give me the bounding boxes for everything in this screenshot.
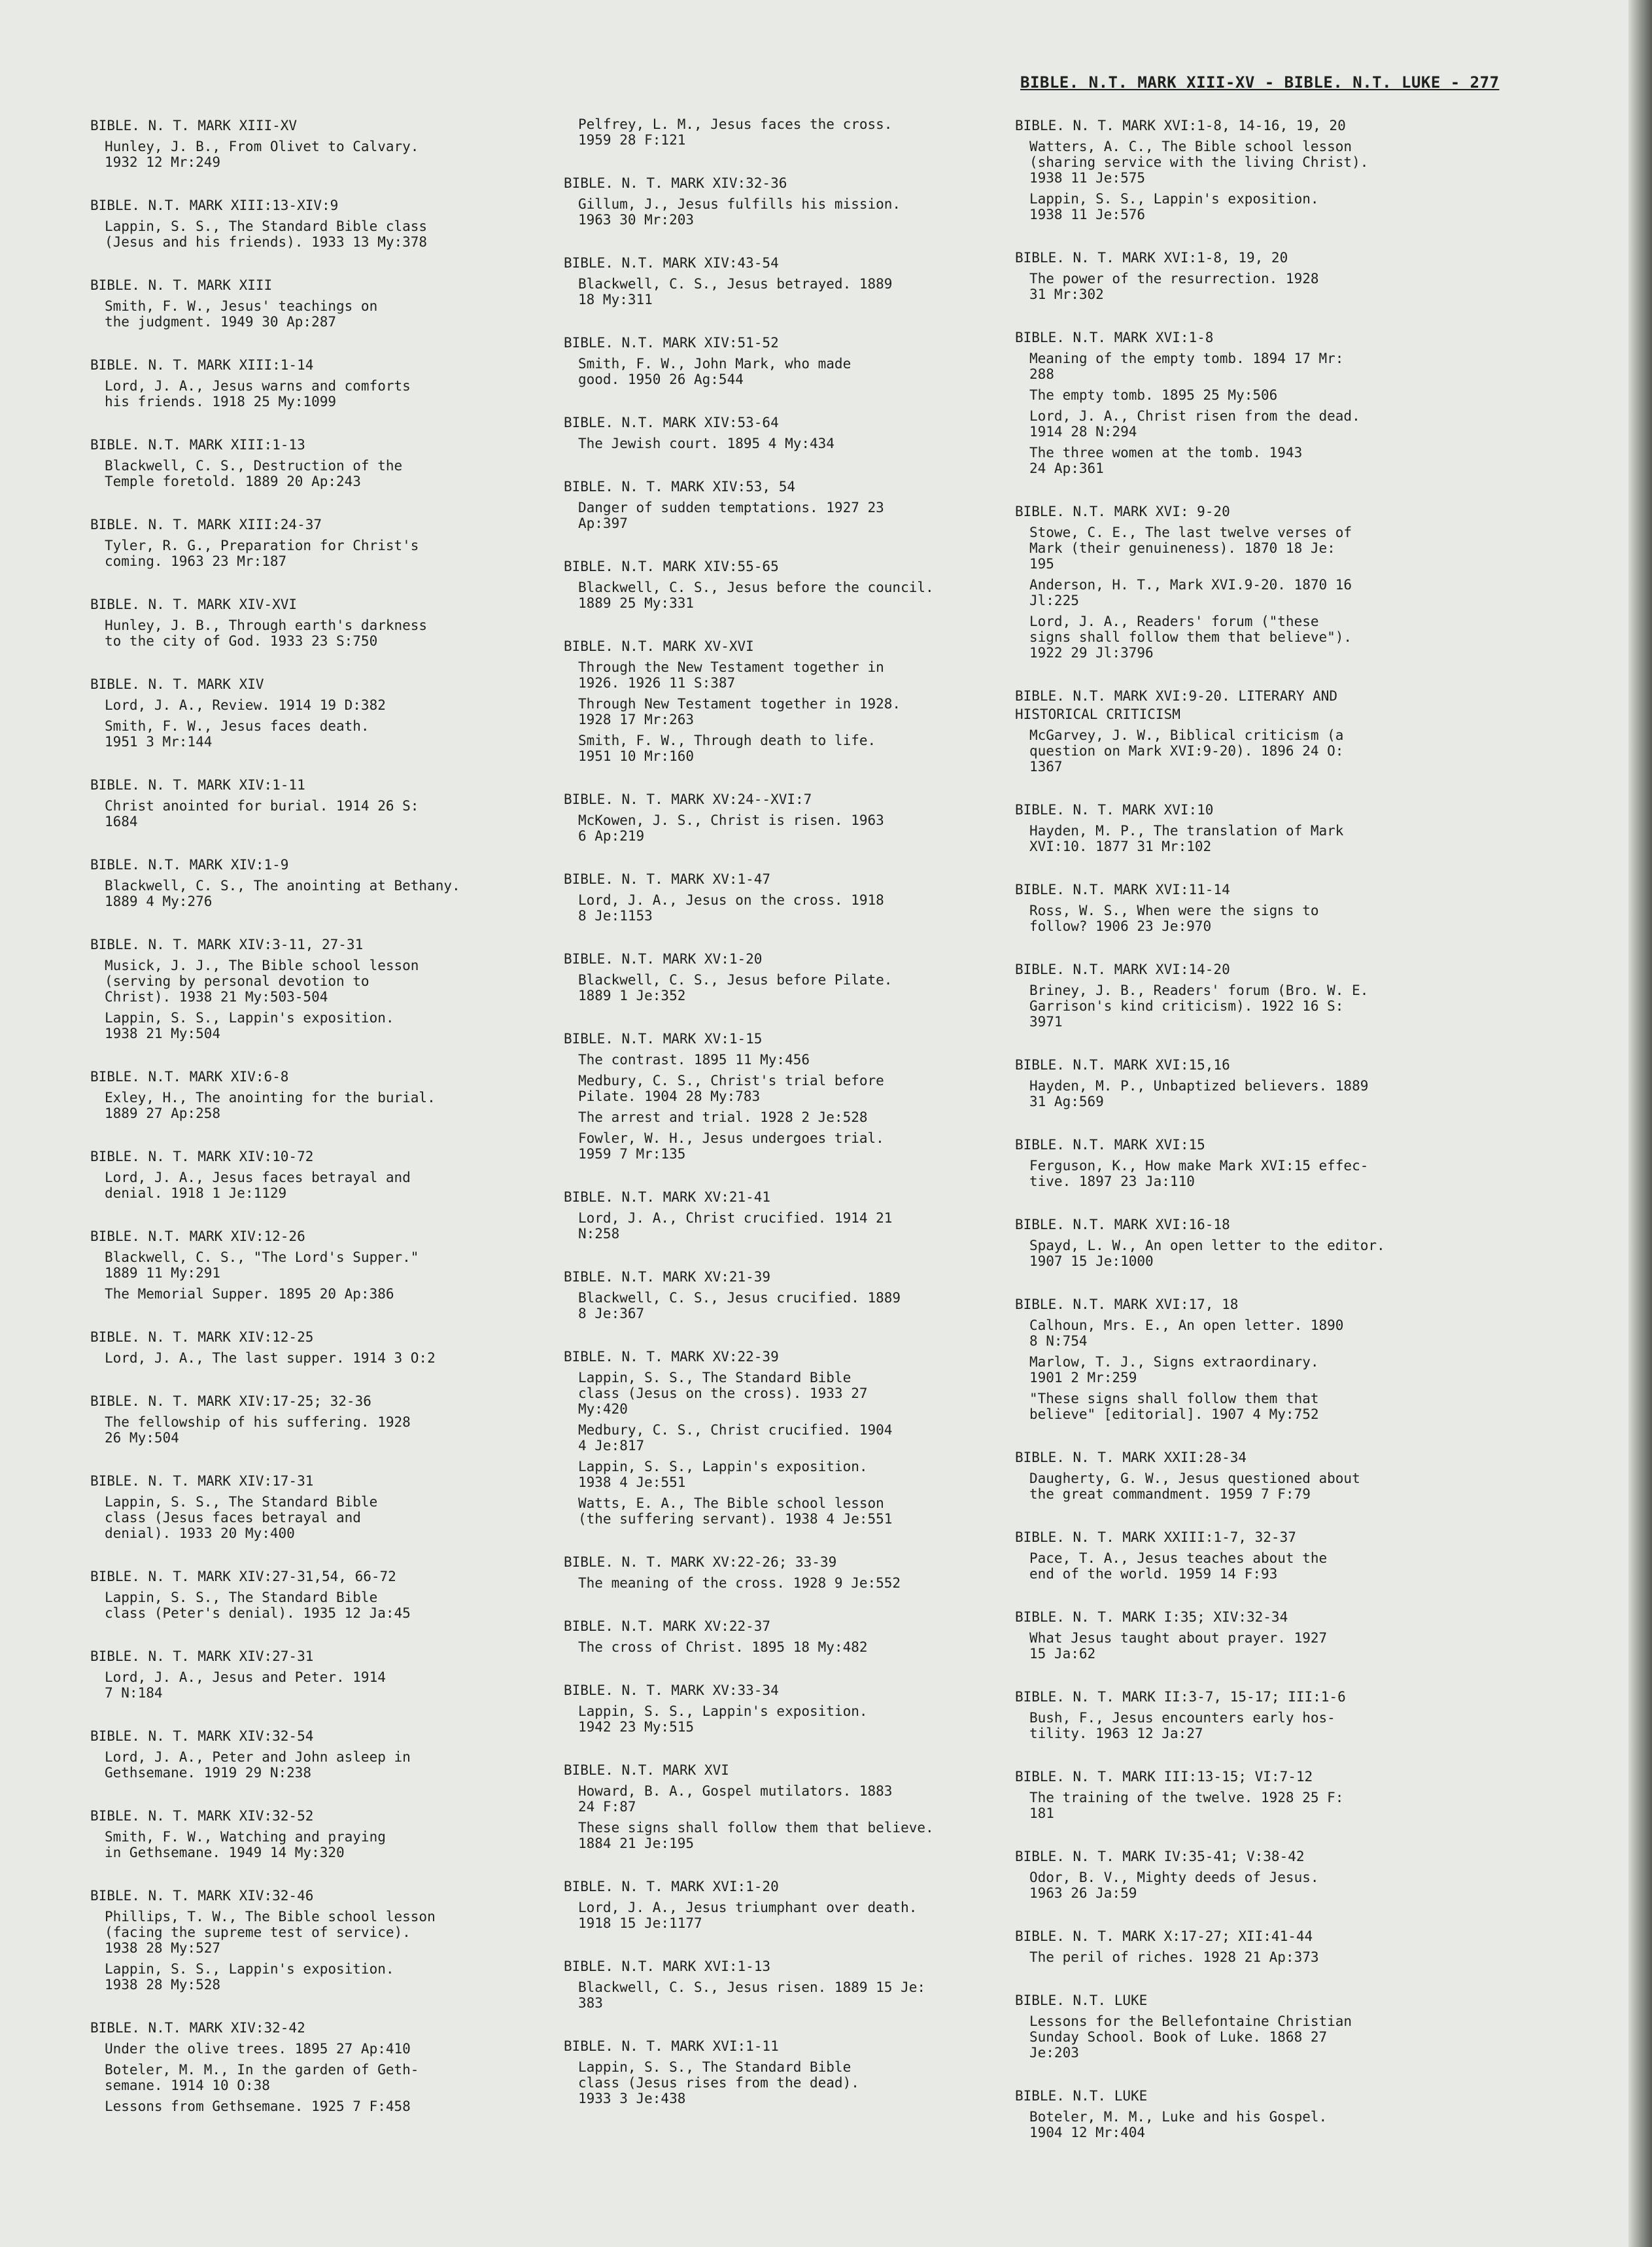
citation: Lessons from Gethsemane. 1925 7 F:458: [105, 2099, 411, 2114]
subject-heading: BIBLE. N. T. MARK XIV:10-72: [90, 1149, 314, 1164]
citation: McKowen, J. S., Christ is risen. 1963 6 Ap:219: [578, 812, 884, 844]
citation: Howard, B. A., Gospel mutilators. 1883 24 F:87: [578, 1783, 893, 1815]
index-entry: [1015, 960, 1473, 1030]
index-entry: [90, 1147, 535, 1201]
index-entry: [564, 1553, 1022, 1591]
citation: Hayden, M. P., Unbaptized believers. 1889 31 Ag:569: [1029, 1078, 1369, 1109]
subject-heading: BIBLE. N.T. LUKE: [1015, 1993, 1148, 2008]
citation: Watts, E. A., The Bible school lesson (the suffering servant). 1938 4 Je:551: [578, 1495, 893, 1527]
subject-heading: BIBLE. N. T. MARK XV:24--XVI:7: [564, 792, 812, 807]
index-entry: [1015, 1136, 1473, 1189]
citation: Fowler, W. H., Jesus undergoes trial. 1959 7 Mr:135: [578, 1130, 884, 1162]
subject-heading: BIBLE. N.T. LUKE: [1015, 2088, 1148, 2104]
citation: Lord, J. A., Jesus on the cross. 1918 8 Je:1153: [578, 892, 884, 924]
index-entry: [1015, 801, 1473, 854]
citation: Lord, J. A., Christ crucified. 1914 21 N:258: [578, 1210, 893, 1242]
index-entry: [1015, 1927, 1473, 1965]
subject-heading: BIBLE. N. T. MARK XIII:24-37: [90, 517, 322, 532]
citation: Lord, J. A., Review. 1914 19 D:382: [105, 697, 386, 713]
index-entry: [90, 1567, 535, 1621]
index-entry: [1015, 502, 1473, 661]
citation: Smith, F. W., Jesus faces death. 1951 3 Mr:144: [105, 718, 370, 750]
index-entry: [1015, 249, 1473, 302]
citation: Lord, J. A., Jesus faces betrayal and denial. 1918 1 Je:1129: [105, 1170, 411, 1201]
index-entry: [1015, 2087, 1473, 2140]
citation: Odor, B. V., Mighty deeds of Jesus. 1963 26 Ja:59: [1029, 1870, 1319, 1901]
citation: These signs shall follow them that believe. 1884 21 Je:195: [578, 1820, 934, 1851]
index-entry: [90, 935, 535, 1041]
citation: Lappin, S. S., Lappin's exposition. 1942 23 My:515: [578, 1703, 868, 1735]
subject-heading: BIBLE. N.T. MARK XV:1-20: [564, 951, 763, 967]
citation: The empty tomb. 1895 25 My:506: [1029, 387, 1278, 403]
subject-heading: BIBLE. N. T. MARK XIV:17-25; 32-36: [90, 1393, 371, 1409]
index-entry: [564, 116, 1022, 148]
subject-heading: BIBLE. N. T. MARK XVI:1-8, 14-16, 19, 20: [1015, 118, 1346, 133]
index-entry: [1015, 880, 1473, 934]
index-entry: [90, 856, 535, 909]
subject-heading: BIBLE. N.T. MARK XIII:13-XIV:9: [90, 198, 339, 213]
index-entry: [1015, 687, 1473, 775]
index-entry: [90, 1392, 535, 1446]
subject-heading: BIBLE. N.T. MARK XVI:9-20. LITERARY AND HISTORICAL CRITICISM: [1015, 688, 1338, 722]
citation: Phillips, T. W., The Bible school lesson (facing the supreme test of service). 1938 28 My:527: [105, 1909, 436, 1956]
citation: The contrast. 1895 11 My:456: [578, 1052, 810, 1068]
subject-heading: BIBLE. N. T. MARK XIII-XV: [90, 118, 298, 133]
subject-heading: BIBLE. N. T. MARK XVI:1-20: [564, 1879, 779, 1894]
index-entry: [1015, 116, 1473, 222]
citation: Lord, J. A., The last supper. 1914 3 O:2: [105, 1350, 436, 1366]
index-entry: [1015, 1528, 1473, 1582]
citation: The Jewish court. 1895 4 My:434: [578, 436, 835, 451]
index-column-3: [1015, 116, 1473, 2167]
citation: Lord, J. A., Peter and John asleep in Gethsemane. 1919 29 N:238: [105, 1749, 411, 1781]
subject-heading: BIBLE. N.T. MARK XV-XVI: [564, 638, 754, 654]
index-entry: [1015, 1768, 1473, 1821]
citation: Pace, T. A., Jesus teaches about the end of the world. 1959 14 F:93: [1029, 1550, 1328, 1582]
index-entry: [90, 1068, 535, 1121]
subject-heading: BIBLE. N. T. MARK III:13-15; VI:7-12: [1015, 1769, 1313, 1785]
index-entry: [564, 1348, 1022, 1527]
subject-heading: BIBLE. N. T. MARK XIV:1-11: [90, 777, 305, 793]
subject-heading: BIBLE. N. T. MARK XIII: [90, 277, 273, 293]
citation: Bush, F., Jesus encounters early hos- tility. 1963 12 Ja:27: [1029, 1710, 1335, 1741]
subject-heading: BIBLE. N.T. MARK XIV:43-54: [564, 255, 779, 271]
index-column-2: [564, 116, 1022, 2133]
citation: Lappin, S. S., The Standard Bible class (Jesus faces betrayal and denial). 1933 20 My:400: [105, 1494, 378, 1541]
citation: The Memorial Supper. 1895 20 Ap:386: [105, 1286, 394, 1302]
citation: Boteler, M. M., In the garden of Geth- semane. 1914 10 O:38: [105, 2062, 419, 2093]
subject-heading: BIBLE. N. T. MARK XIV:53, 54: [564, 479, 796, 495]
citation: Smith, F. W., Watching and praying in Gethsemane. 1949 14 My:320: [105, 1829, 386, 1860]
index-entry: [1015, 1215, 1473, 1269]
subject-heading: BIBLE. N. T. MARK XIV:27-31,54, 66-72: [90, 1569, 396, 1584]
citation: The arrest and trial. 1928 2 Je:528: [578, 1109, 868, 1125]
citation: Lord, J. A., Christ risen from the dead. 1914 28 N:294: [1029, 408, 1360, 440]
subject-heading: BIBLE. N. T. MARK XV:1-47: [564, 871, 771, 887]
citation: The fellowship of his suffering. 1928 26 My:504: [105, 1414, 411, 1446]
citation: Exley, H., The anointing for the burial. 1889 27 Ap:258: [105, 1090, 436, 1121]
citation: Hayden, M. P., The translation of Mark XVI:10. 1877 31 Mr:102: [1029, 823, 1344, 854]
index-entry: [564, 1957, 1022, 2011]
citation: Briney, J. B., Readers' forum (Bro. W. E. Garrison's kind criticism). 1922 16 S: 3971: [1029, 983, 1369, 1030]
subject-heading: BIBLE. N.T. MARK XVI:14-20: [1015, 962, 1230, 977]
subject-heading: BIBLE. N.T. MARK XVI:16-18: [1015, 1217, 1230, 1232]
citation: Danger of sudden temptations. 1927 23 Ap:397: [578, 500, 884, 531]
citation: Spayd, L. W., An open letter to the editor. 1907 15 Je:1000: [1029, 1238, 1385, 1269]
citation: Smith, F. W., Through death to life. 1951 10 Mr:160: [578, 733, 876, 764]
index-entry: [564, 870, 1022, 924]
subject-heading: BIBLE. N. T. MARK XIV:32-54: [90, 1728, 314, 1744]
citation: Calhoun, Mrs. E., An open letter. 1890 8 N:754: [1029, 1317, 1344, 1349]
index-entry: [1015, 1688, 1473, 1741]
index-entry: [564, 1030, 1022, 1162]
index-entry: [564, 254, 1022, 307]
index-entry: [90, 2019, 535, 2114]
citation: Lappin, S. S., The Standard Bible class (Jesus on the cross). 1933 27 My:420: [578, 1370, 868, 1417]
index-entry: [90, 1227, 535, 1302]
subject-heading: BIBLE. N. T. MARK XIV-XVI: [90, 597, 298, 612]
subject-heading: BIBLE. N.T. MARK XV:21-41: [564, 1189, 771, 1205]
index-entry: [564, 1617, 1022, 1655]
citation: Blackwell, C. S., Destruction of the Temple foretold. 1889 20 Ap:243: [105, 458, 403, 489]
index-entry: [1015, 1056, 1473, 1109]
citation: Lappin, S. S., The Standard Bible class (Jesus rises from the dead). 1933 3 Je:438: [578, 2059, 859, 2106]
subject-heading: BIBLE. N.T. MARK XIV:6-8: [90, 1069, 289, 1085]
citation: The three women at the tomb. 1943 24 Ap:361: [1029, 445, 1303, 476]
citation: Lord, J. A., Jesus and Peter. 1914 7 N:184: [105, 1669, 386, 1701]
citation: Lappin, S. S., Lappin's exposition. 1938 21 My:504: [105, 1010, 394, 1041]
citation: Lord, J. A., Jesus warns and comforts his friends. 1918 25 My:1099: [105, 378, 411, 409]
subject-heading: BIBLE. N. T. MARK XXIII:1-7, 32-37: [1015, 1529, 1296, 1545]
index-entry: [90, 1472, 535, 1541]
index-entry: [564, 413, 1022, 451]
citation: Through New Testament together in 1928. 1928 17 Mr:263: [578, 696, 901, 727]
subject-heading: BIBLE. N. T. MARK IV:35-41; V:38-42: [1015, 1849, 1305, 1864]
citation: Pelfrey, L. M., Jesus faces the cross. 1959 28 F:121: [578, 116, 893, 148]
running-head: BIBLE. N.T. MARK XIII-XV - BIBLE. N.T. LUKE - 277: [1020, 73, 1500, 92]
subject-heading: BIBLE. N. T. MARK XIV:27-31: [90, 1648, 314, 1664]
citation: Blackwell, C. S., Jesus before the council. 1889 25 My:331: [578, 580, 934, 611]
citation: Meaning of the empty tomb. 1894 17 Mr: 288: [1029, 351, 1344, 382]
citation: Gillum, J., Jesus fulfills his mission. 1963 30 Mr:203: [578, 196, 901, 228]
subject-heading: BIBLE. N.T. MARK XVI:1-8: [1015, 330, 1214, 345]
index-entry: [1015, 328, 1473, 476]
subject-heading: BIBLE. N. T. MARK XIV:12-25: [90, 1329, 314, 1345]
index-entry: [564, 478, 1022, 531]
subject-heading: BIBLE. N. T. MARK XIII:1-14: [90, 357, 314, 373]
index-entry: [90, 675, 535, 750]
citation: Stowe, C. E., The last twelve verses of Mark (their genuineness). 1870 18 Je: 195: [1029, 525, 1352, 572]
index-entry: [564, 1681, 1022, 1735]
subject-heading: BIBLE. N.T. MARK XIV:55-65: [564, 559, 779, 574]
subject-heading: BIBLE. N.T. MARK XIV:12-26: [90, 1228, 305, 1244]
subject-heading: BIBLE. N.T. MARK XV:21-39: [564, 1269, 771, 1285]
citation: Lappin, S. S., Lappin's exposition. 1938 28 My:528: [105, 1961, 394, 1993]
subject-heading: BIBLE. N.T. MARK XVI:15: [1015, 1137, 1205, 1153]
subject-heading: BIBLE. N. T. MARK XVI:1-8, 19, 20: [1015, 250, 1288, 266]
subject-heading: BIBLE. N.T. MARK XV:1-15: [564, 1031, 763, 1047]
index-entry: [90, 116, 535, 170]
subject-heading: BIBLE. N. T. MARK II:3-7, 15-17; III:1-6: [1015, 1689, 1346, 1705]
subject-heading: BIBLE. N. T. MARK XIV:17-31: [90, 1473, 314, 1489]
citation: Under the olive trees. 1895 27 Ap:410: [105, 2041, 411, 2057]
index-entry: [1015, 1991, 1473, 2061]
subject-heading: BIBLE. N. T. MARK XIV:32-52: [90, 1808, 314, 1824]
citation: Daugherty, G. W., Jesus questioned about the great commandment. 1959 7 F:79: [1029, 1471, 1360, 1502]
index-entry: [90, 1727, 535, 1781]
index-entry: [1015, 1448, 1473, 1502]
citation: Marlow, T. J., Signs extraordinary. 1901 2 Mr:259: [1029, 1354, 1319, 1385]
subject-heading: BIBLE. N. T. MARK XV:33-34: [564, 1682, 779, 1698]
subject-heading: BIBLE. N. T. MARK XVI:1-11: [564, 2038, 779, 2054]
index-entry: [90, 1328, 535, 1366]
citation: Hunley, J. B., Through earth's darkness to the city of God. 1933 23 S:750: [105, 618, 428, 649]
subject-heading: BIBLE. N.T. MARK XV:22-37: [564, 1618, 771, 1634]
subject-heading: BIBLE. N.T. MARK XIV:32-42: [90, 2020, 305, 2036]
index-entry: [90, 196, 535, 250]
index-entry: [564, 2037, 1022, 2106]
citation: What Jesus taught about prayer. 1927 15 Ja:62: [1029, 1630, 1328, 1662]
citation: Tyler, R. G., Preparation for Christ's coming. 1963 23 Mr:187: [105, 538, 419, 569]
index-entry: [90, 356, 535, 409]
index-entry: [90, 776, 535, 829]
citation: Smith, F. W., Jesus' teachings on the judgment. 1949 30 Ap:287: [105, 298, 378, 330]
citation: The peril of riches. 1928 21 Ap:373: [1029, 1949, 1319, 1965]
citation: The training of the twelve. 1928 25 F: 181: [1029, 1790, 1344, 1821]
citation: Lappin, S. S., The Standard Bible class (Jesus and his friends). 1933 13 My:378: [105, 218, 428, 250]
subject-heading: BIBLE. N.T. MARK XVI:15,16: [1015, 1057, 1230, 1073]
index-entry: [564, 1877, 1022, 1931]
citation: Watters, A. C., The Bible school lesson (sharing service with the living Christ). 1938 11 Je:575: [1029, 139, 1369, 186]
citation: McGarvey, J. W., Biblical criticism (a question on Mark XVI:9-20). 1896 24 O: 1367: [1029, 727, 1344, 775]
index-entry: [564, 1188, 1022, 1242]
citation: Ross, W. S., When were the signs to follow? 1906 23 Je:970: [1029, 903, 1319, 934]
index-entry: [564, 334, 1022, 387]
subject-heading: BIBLE. N. T. MARK I:35; XIV:32-34: [1015, 1609, 1288, 1625]
subject-heading: BIBLE. N. T. MARK XIV:32-46: [90, 1888, 314, 1904]
subject-heading: BIBLE. N. T. MARK XV:22-26; 33-39: [564, 1554, 837, 1570]
subject-heading: BIBLE. N. T. MARK X:17-27; XII:41-44: [1015, 1928, 1313, 1944]
citation: Blackwell, C. S., Jesus betrayed. 1889 18 My:311: [578, 276, 893, 307]
subject-heading: BIBLE. N.T. MARK XIV:51-52: [564, 335, 779, 351]
index-column-1: [90, 116, 535, 2140]
citation: "These signs shall follow them that believe" [editorial]. 1907 4 My:752: [1029, 1391, 1319, 1422]
citation: Blackwell, C. S., The anointing at Bethany. 1889 4 My:276: [105, 878, 460, 909]
subject-heading: BIBLE. N. T. MARK XVI:10: [1015, 802, 1214, 818]
subject-heading: BIBLE. N.T. MARK XIV:1-9: [90, 857, 289, 873]
index-entry: [564, 950, 1022, 1003]
index-entry: [564, 557, 1022, 611]
citation: Medbury, C. S., Christ's trial before Pilate. 1904 28 My:783: [578, 1073, 884, 1104]
citation: Medbury, C. S., Christ crucified. 1904 4 Je:817: [578, 1422, 893, 1454]
subject-heading: BIBLE. N. T. MARK XV:22-39: [564, 1349, 779, 1365]
citation: Christ anointed for burial. 1914 26 S: 1684: [105, 798, 419, 829]
citation: The cross of Christ. 1895 18 My:482: [578, 1639, 868, 1655]
index-entry: [90, 515, 535, 569]
index-entry: [1015, 1608, 1473, 1662]
subject-heading: BIBLE. N.T. MARK XVI:17, 18: [1015, 1297, 1239, 1312]
index-entry: [564, 174, 1022, 228]
subject-heading: BIBLE. N. T. MARK XIV: [90, 676, 264, 692]
citation: Lessons for the Bellefontaine Christian Sunday School. Book of Luke. 1868 27 Je:203: [1029, 2013, 1352, 2061]
citation: Blackwell, C. S., Jesus before Pilate. 1889 1 Je:352: [578, 972, 893, 1003]
index-entry: [564, 1761, 1022, 1851]
index-entry: [90, 1807, 535, 1860]
citation: Smith, F. W., John Mark, who made good. 1950 26 Ag:544: [578, 356, 852, 387]
subject-heading: BIBLE. N.T. MARK XVI: 9-20: [1015, 504, 1230, 519]
citation: Lord, J. A., Jesus triumphant over death. 1918 15 Je:1177: [578, 1900, 918, 1931]
citation: Through the New Testament together in 1926. 1926 11 S:387: [578, 659, 884, 691]
citation: Blackwell, C. S., Jesus risen. 1889 15 Je: 383: [578, 1979, 926, 2011]
citation: Musick, J. J., The Bible school lesson (serving by personal devotion to Christ). 1938 21 My:503-504: [105, 958, 419, 1005]
index-entry: [564, 1268, 1022, 1321]
subject-heading: BIBLE. N. T. MARK XXII:28-34: [1015, 1450, 1247, 1465]
subject-heading: BIBLE. N. T. MARK XIV:32-36: [564, 175, 787, 191]
citation: Blackwell, C. S., Jesus crucified. 1889 8 Je:367: [578, 1290, 901, 1321]
index-entry: [90, 436, 535, 489]
citation: The power of the resurrection. 1928 31 Mr:302: [1029, 271, 1319, 302]
index-entry: [90, 1887, 535, 1993]
index-entry: [1015, 1295, 1473, 1422]
citation: Blackwell, C. S., "The Lord's Supper." 1889 11 My:291: [105, 1249, 419, 1281]
subject-heading: BIBLE. N.T. MARK XVI: [564, 1762, 729, 1778]
subject-heading: BIBLE. N.T. MARK XVI:1-13: [564, 1959, 771, 1974]
subject-heading: BIBLE. N.T. MARK XIII:1-13: [90, 437, 305, 453]
citation: Anderson, H. T., Mark XVI.9-20. 1870 16 Jl:225: [1029, 577, 1352, 608]
page-edge-shadow: [1628, 0, 1652, 2247]
citation: The meaning of the cross. 1928 9 Je:552: [578, 1575, 901, 1591]
index-entry: [90, 595, 535, 649]
subject-heading: BIBLE. N.T. MARK XIV:53-64: [564, 415, 779, 430]
citation: Ferguson, K., How make Mark XVI:15 effec- tive. 1897 23 Ja:110: [1029, 1158, 1369, 1189]
citation: Lappin, S. S., Lappin's exposition. 1938 4 Je:551: [578, 1459, 868, 1490]
index-entry: [564, 790, 1022, 844]
citation: Lord, J. A., Readers' forum ("these signs shall follow them that believe"). 1922 29 Jl:3796: [1029, 614, 1352, 661]
index-entry: [564, 637, 1022, 764]
citation: Lappin, S. S., The Standard Bible class (Peter's denial). 1935 12 Ja:45: [105, 1590, 411, 1621]
citation: Boteler, M. M., Luke and his Gospel. 1904 12 Mr:404: [1029, 2109, 1328, 2140]
subject-heading: BIBLE. N. T. MARK XIV:3-11, 27-31: [90, 937, 364, 952]
index-entry: [1015, 1847, 1473, 1901]
subject-heading: BIBLE. N.T. MARK XVI:11-14: [1015, 882, 1230, 897]
index-entry: [90, 1647, 535, 1701]
citation: Lappin, S. S., Lappin's exposition. 1938 11 Je:576: [1029, 191, 1319, 222]
citation: Hunley, J. B., From Olivet to Calvary. 1932 12 Mr:249: [105, 139, 419, 170]
index-entry: [90, 276, 535, 330]
